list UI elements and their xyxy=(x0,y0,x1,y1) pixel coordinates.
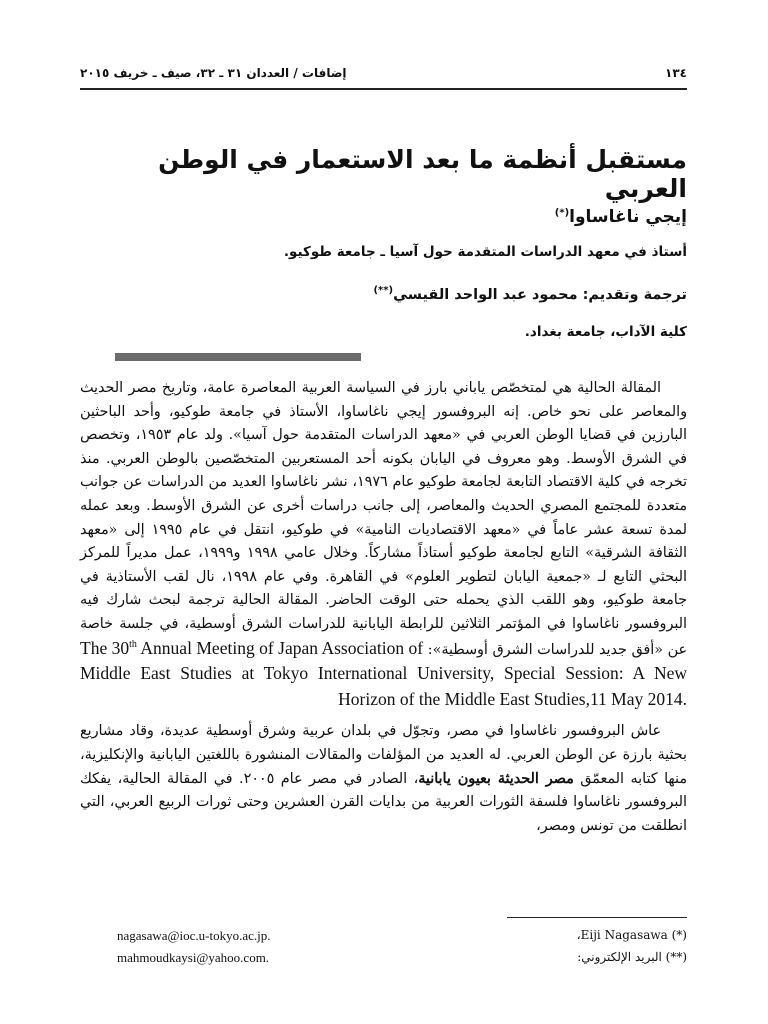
citation-text-end: Annual Meeting of Japan Association of Middle East Studies at Tokyo International University, Special Session: A New Horizon of the Middle East Studies,11 May 2014. xyxy=(80,637,687,709)
citation-ordinal: th xyxy=(129,638,137,650)
author-name: إيجي ناغاساوا xyxy=(569,207,687,227)
running-head xyxy=(80,58,687,90)
divider-bar xyxy=(115,353,361,361)
paragraph-biography xyxy=(80,720,687,838)
author-affiliation: أستاذ في معهد الدراسات المتقدمة حول آسيا ـ جامعة طوكيو. xyxy=(283,244,687,260)
paragraph-intro-arabic: المقالة الحالية هي لمتخصّص ياباني بارز في السياسة العربية المعاصرة عامة، وتاريخ مصر الحديث والمعاصر على نحو خاص. إنه البروفسور إيجي ناغاساوا، الأستاذ في جامعة طوكيو، وأحد الباحثين البارزين في قضايا الوطن العربي في «معهد الدراسات المتقدمة حول آسيا». ولد عام ١٩٥٣، وتخصص في الشرق الأوسط. وهو معروف في اليابان بكونه أحد المستعربين المتخصّصين بالوطن العربي. منذ تخرجه في كلية الاقتصاد التابعة لجامعة طوكيو عام ١٩٧٦، نشر ناغاساوا العديد من الدراسات عن جوانب متعددة للمجتمع المصري الحديث والمعاصر، إلى جانب دراسات أخرى عن الشرق الأوسط. وبعد عمله لمدة تسعة عشر عاماً في «معهد الاقتصاديات النامية» في طوكيو، انتقل في عام ١٩٩٥ إلى «معهد الثقافة الشرقية» التابع لجامعة طوكيو أستاذاً مشاركاً. وخلال عامي ١٩٩٨ و١٩٩٩، عمل مديراً للمركز البحثي التابع لـ «جمعية اليابان لتطوير العلوم» في القاهرة. وفي عام ١٩٩٨، نال لقب الأستاذية في جامعة طوكيو، وهو اللقب الذي يحمله حتى الوقت الحاضر. المقالة الحالية ترجمة لبحث شارك فيه البروفسور ناغاساوا في المؤتمر الثلاثين للرابطة اليابانية للدراسات الشرق أوسطية، في جلسة خاصة عن «أفق جديد للدراسات الشرق أوسطية»: xyxy=(80,380,688,658)
footnote-1-email[interactable]: nagasawa@ioc.u-tokyo.ac.jp. xyxy=(117,928,271,943)
footnote-2-email[interactable]: mahmoudkaysi@yahoo.com. xyxy=(117,950,270,965)
paragraph-intro xyxy=(80,377,687,713)
author-footnote-mark: (*) xyxy=(554,207,570,219)
journal-issue-title: إضافات / العددان ٣١ ـ ٣٢، صيف ـ خريف ٢٠١٥ xyxy=(80,66,347,80)
translator-affiliation: كلية الآداب، جامعة بغداد. xyxy=(524,324,687,340)
article-body xyxy=(80,377,687,838)
translator-footnote-mark: (**) xyxy=(373,285,394,297)
footnote-2 xyxy=(117,950,687,972)
paragraph-biography-start: عاش البروفسور ناغاساوا في مصر، وتجوّل في بلدان عربية وشرق أوسطية عديدة، وقاد مشاريع بحثية بارزة عن الوطن العربي. له العديد من المؤلفات والمقالات المنشورة باللغتين اليابانية والإنكليزية، منها كتابه المعمّق xyxy=(80,723,687,787)
page-number: ١٣٤ xyxy=(665,66,687,80)
translator-line xyxy=(80,287,687,303)
citation-text-start: The 30 xyxy=(80,637,130,658)
book-title: مصر الحديثة بعيون يابانية xyxy=(418,770,574,787)
author-line xyxy=(80,207,687,227)
footnote-separator xyxy=(507,917,687,918)
article-title: مستقبل أنظمة ما بعد الاستعمار في الوطن العربي xyxy=(158,145,687,203)
footnote-1-label: (*) Eiji Nagasawa، xyxy=(576,928,687,942)
footnote-1 xyxy=(117,928,687,950)
paragraph-biography-end: ، الصادر في مصر عام ٢٠٠٥. في المقالة الحالية، يفكك البروفسور ناغاساوا فلسفة الثورات العربية من بدايات القرن العشرين وحتى ثورات الربيع العربي، التي انطلقت من تونس ومصر، xyxy=(80,770,687,834)
translator-name: ترجمة وتقديم: محمود عبد الواحد القيسي xyxy=(393,287,687,303)
footnote-2-label: (**) البريد الإلكتروني: xyxy=(577,950,687,964)
